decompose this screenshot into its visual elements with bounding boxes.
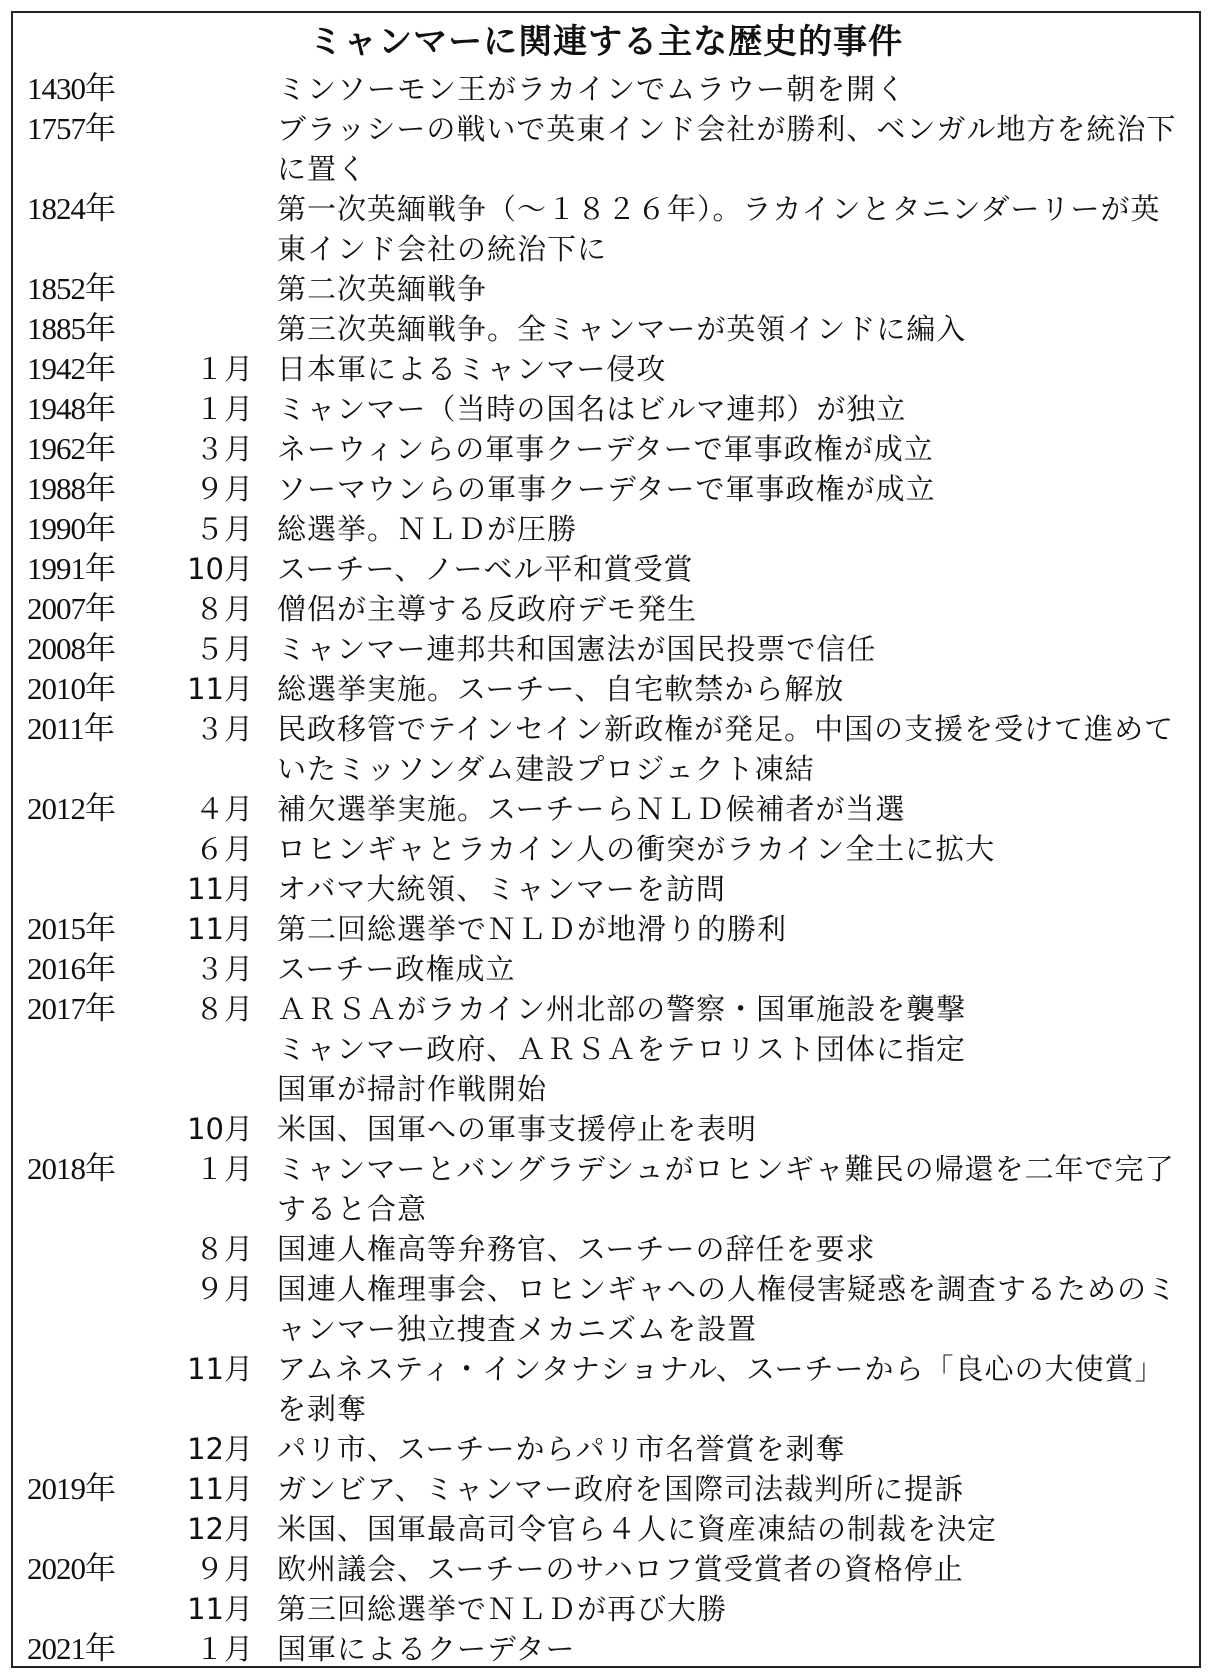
event-description: ミャンマー（当時の国名はビルマ連邦）が独立 xyxy=(277,392,907,426)
event-description: 総選挙実施。スーチー、自宅軟禁から解放 xyxy=(277,672,845,706)
event-description: 米国、国軍最高司令官ら４人に資産凍結の制裁を決定 xyxy=(277,1512,998,1546)
event-year: 2011年 xyxy=(27,711,114,746)
timeline-row xyxy=(13,829,1199,869)
event-month: 10月 xyxy=(187,552,253,586)
event-year: 1430年 xyxy=(27,71,115,106)
event-month: 10月 xyxy=(187,1112,253,1146)
page-title: ミャンマーに関連する主な歴史的事件 xyxy=(308,22,904,62)
timeline-row xyxy=(13,429,1199,469)
event-month: ６月 xyxy=(194,832,253,866)
timeline-row xyxy=(13,789,1199,829)
event-description: スーチー政権成立 xyxy=(277,952,516,986)
timeline-row xyxy=(13,549,1199,589)
event-description: アムネスティ・インタナショナル、スーチーから「良心の大使賞」を剥奪 xyxy=(277,1352,1165,1426)
event-month: ８月 xyxy=(194,992,253,1026)
event-description: 国連人権高等弁務官、スーチーの辞任を要求 xyxy=(277,1232,876,1266)
event-description: ネーウィンらの軍事クーデターで軍事政権が成立 xyxy=(277,432,934,466)
event-month: 12月 xyxy=(187,1512,253,1546)
event-year: 2016年 xyxy=(27,951,115,986)
timeline-row xyxy=(13,109,1199,189)
event-year: 2020年 xyxy=(27,1551,115,1586)
event-description: 総選挙。ＮＬＤが圧勝 xyxy=(277,512,578,546)
event-description: スーチー、ノーベル平和賞受賞 xyxy=(277,552,694,586)
timeline-row xyxy=(13,1069,1199,1109)
event-description: 国軍が掃討作戦開始 xyxy=(277,1072,548,1106)
timeline-row xyxy=(13,1229,1199,1269)
event-description: ミャンマー連邦共和国憲法が国民投票で信任 xyxy=(277,632,877,666)
timeline-row xyxy=(13,1269,1199,1349)
event-month: １月 xyxy=(194,1632,253,1666)
event-description: ミャンマー政府、ＡＲＳＡをテロリスト団体に指定 xyxy=(277,1032,966,1066)
timeline-row xyxy=(13,669,1199,709)
event-month: 11月 xyxy=(187,1352,253,1386)
event-description: 民政移管でテインセイン新政権が発足。中国の支援を受けて進めていたミッソンダム建設プロジェクト凍結 xyxy=(277,712,1175,786)
event-year: 2021年 xyxy=(27,1631,115,1666)
event-description: 第三回総選挙でＮＬＤが再び大勝 xyxy=(277,1592,728,1626)
event-year: 1824年 xyxy=(27,191,115,226)
timeline-row xyxy=(13,1469,1199,1509)
timeline-row xyxy=(13,1149,1199,1229)
timeline-row xyxy=(13,1509,1199,1549)
event-year: 2007年 xyxy=(27,591,115,626)
event-description: 日本軍によるミャンマー侵攻 xyxy=(277,352,667,386)
timeline-row xyxy=(13,1349,1199,1429)
timeline-row xyxy=(13,1029,1199,1069)
timeline-row xyxy=(13,349,1199,389)
event-description: ソーマウンらの軍事クーデターで軍事政権が成立 xyxy=(277,472,936,506)
event-description: 国連人権理事会、ロヒンギャへの人権侵害疑惑を調査するためのミャンマー独立捜査メカニズムを設置 xyxy=(277,1272,1178,1346)
timeline-row xyxy=(13,629,1199,669)
timeline-row xyxy=(13,469,1199,509)
timeline-row xyxy=(13,1589,1199,1629)
event-month: ９月 xyxy=(194,1272,253,1306)
timeline-rows xyxy=(13,69,1199,1669)
event-description: 国軍によるクーデター xyxy=(277,1632,576,1666)
event-year: 1990年 xyxy=(27,511,115,546)
event-year: 2019年 xyxy=(27,1471,115,1506)
event-year: 1962年 xyxy=(27,431,115,466)
event-year: 1757年 xyxy=(27,111,115,146)
event-month: １月 xyxy=(194,1152,253,1186)
event-month: ３月 xyxy=(194,712,253,746)
event-month: ３月 xyxy=(194,432,253,466)
timeline-row xyxy=(13,909,1199,949)
event-month: ９月 xyxy=(194,1552,253,1586)
event-month: ５月 xyxy=(194,632,253,666)
event-year: 2018年 xyxy=(27,1151,115,1186)
timeline-row xyxy=(13,989,1199,1029)
event-month: 11月 xyxy=(187,912,253,946)
timeline-row xyxy=(13,869,1199,909)
event-description: 第二回総選挙でＮＬＤが地滑り的勝利 xyxy=(277,912,788,946)
event-description: 欧州議会、スーチーのサハロフ賞受賞者の資格停止 xyxy=(277,1552,964,1586)
event-description: ガンビア、ミャンマー政府を国際司法裁判所に提訴 xyxy=(277,1472,965,1506)
event-month: 11月 xyxy=(187,872,253,906)
event-description: ミャンマーとバングラデシュがロヒンギャ難民の帰還を二年で完了すると合意 xyxy=(277,1152,1175,1226)
event-month: 11月 xyxy=(187,1472,253,1506)
event-description: 補欠選挙実施。スーチーらＮＬＤ候補者が当選 xyxy=(277,792,906,826)
event-month: １月 xyxy=(194,392,253,426)
timeline-row xyxy=(13,589,1199,629)
event-year: 1942年 xyxy=(27,351,115,386)
event-month: ８月 xyxy=(194,1232,253,1266)
timeline-table xyxy=(11,11,1201,1668)
event-description: ミンソーモン王がラカインでムラウー朝を開く xyxy=(277,72,907,106)
event-description: 第三次英緬戦争。全ミャンマーが英領インドに編入 xyxy=(277,312,967,346)
event-description: 僧侶が主導する反政府デモ発生 xyxy=(277,592,698,626)
event-year: 1885年 xyxy=(27,311,115,346)
event-year: 2017年 xyxy=(27,991,115,1026)
event-description: オバマ大統領、ミャンマーを訪問 xyxy=(277,872,726,906)
timeline-row xyxy=(13,389,1199,429)
event-month: ９月 xyxy=(194,472,253,506)
event-month: ３月 xyxy=(194,952,253,986)
timeline-row xyxy=(13,309,1199,349)
timeline-row xyxy=(13,269,1199,309)
event-month: １月 xyxy=(194,352,253,386)
event-year: 2010年 xyxy=(27,671,115,706)
event-month: 11月 xyxy=(187,672,253,706)
event-description: ロヒンギャとラカイン人の衝突がラカイン全土に拡大 xyxy=(277,832,996,866)
timeline-row xyxy=(13,69,1199,109)
event-description: パリ市、スーチーからパリ市名誉賞を剥奪 xyxy=(277,1432,846,1466)
event-month: ４月 xyxy=(194,792,253,826)
event-year: 2012年 xyxy=(27,791,115,826)
timeline-row xyxy=(13,189,1199,269)
timeline-row xyxy=(13,1429,1199,1469)
event-year: 1988年 xyxy=(27,471,115,506)
event-description: 米国、国軍への軍事支援停止を表明 xyxy=(277,1112,758,1146)
event-description: ブラッシーの戦いで英東インド会社が勝利、ベンガル地方を統治下に置く xyxy=(277,112,1177,186)
event-month: ８月 xyxy=(194,592,253,626)
event-year: 1852年 xyxy=(27,271,115,306)
timeline-row xyxy=(13,949,1199,989)
event-month: 11月 xyxy=(187,1592,253,1626)
event-year: 1991年 xyxy=(27,551,115,586)
timeline-row xyxy=(13,1629,1199,1669)
timeline-row xyxy=(13,509,1199,549)
event-description: 第二次英緬戦争 xyxy=(277,272,488,306)
event-description: ＡＲＳＡがラカイン州北部の警察・国軍施設を襲撃 xyxy=(277,992,967,1026)
timeline-row xyxy=(13,1549,1199,1589)
timeline-row xyxy=(13,1109,1199,1149)
event-year: 1948年 xyxy=(27,391,115,426)
event-description: 第一次英緬戦争（～１８２６年）。ラカインとタニンダーリーが英東インド会社の統治下に xyxy=(277,192,1161,266)
event-month: 12月 xyxy=(187,1432,253,1466)
event-year: 2008年 xyxy=(27,631,115,666)
event-year: 2015年 xyxy=(27,911,115,946)
timeline-row xyxy=(13,709,1199,789)
event-month: ５月 xyxy=(194,512,253,546)
